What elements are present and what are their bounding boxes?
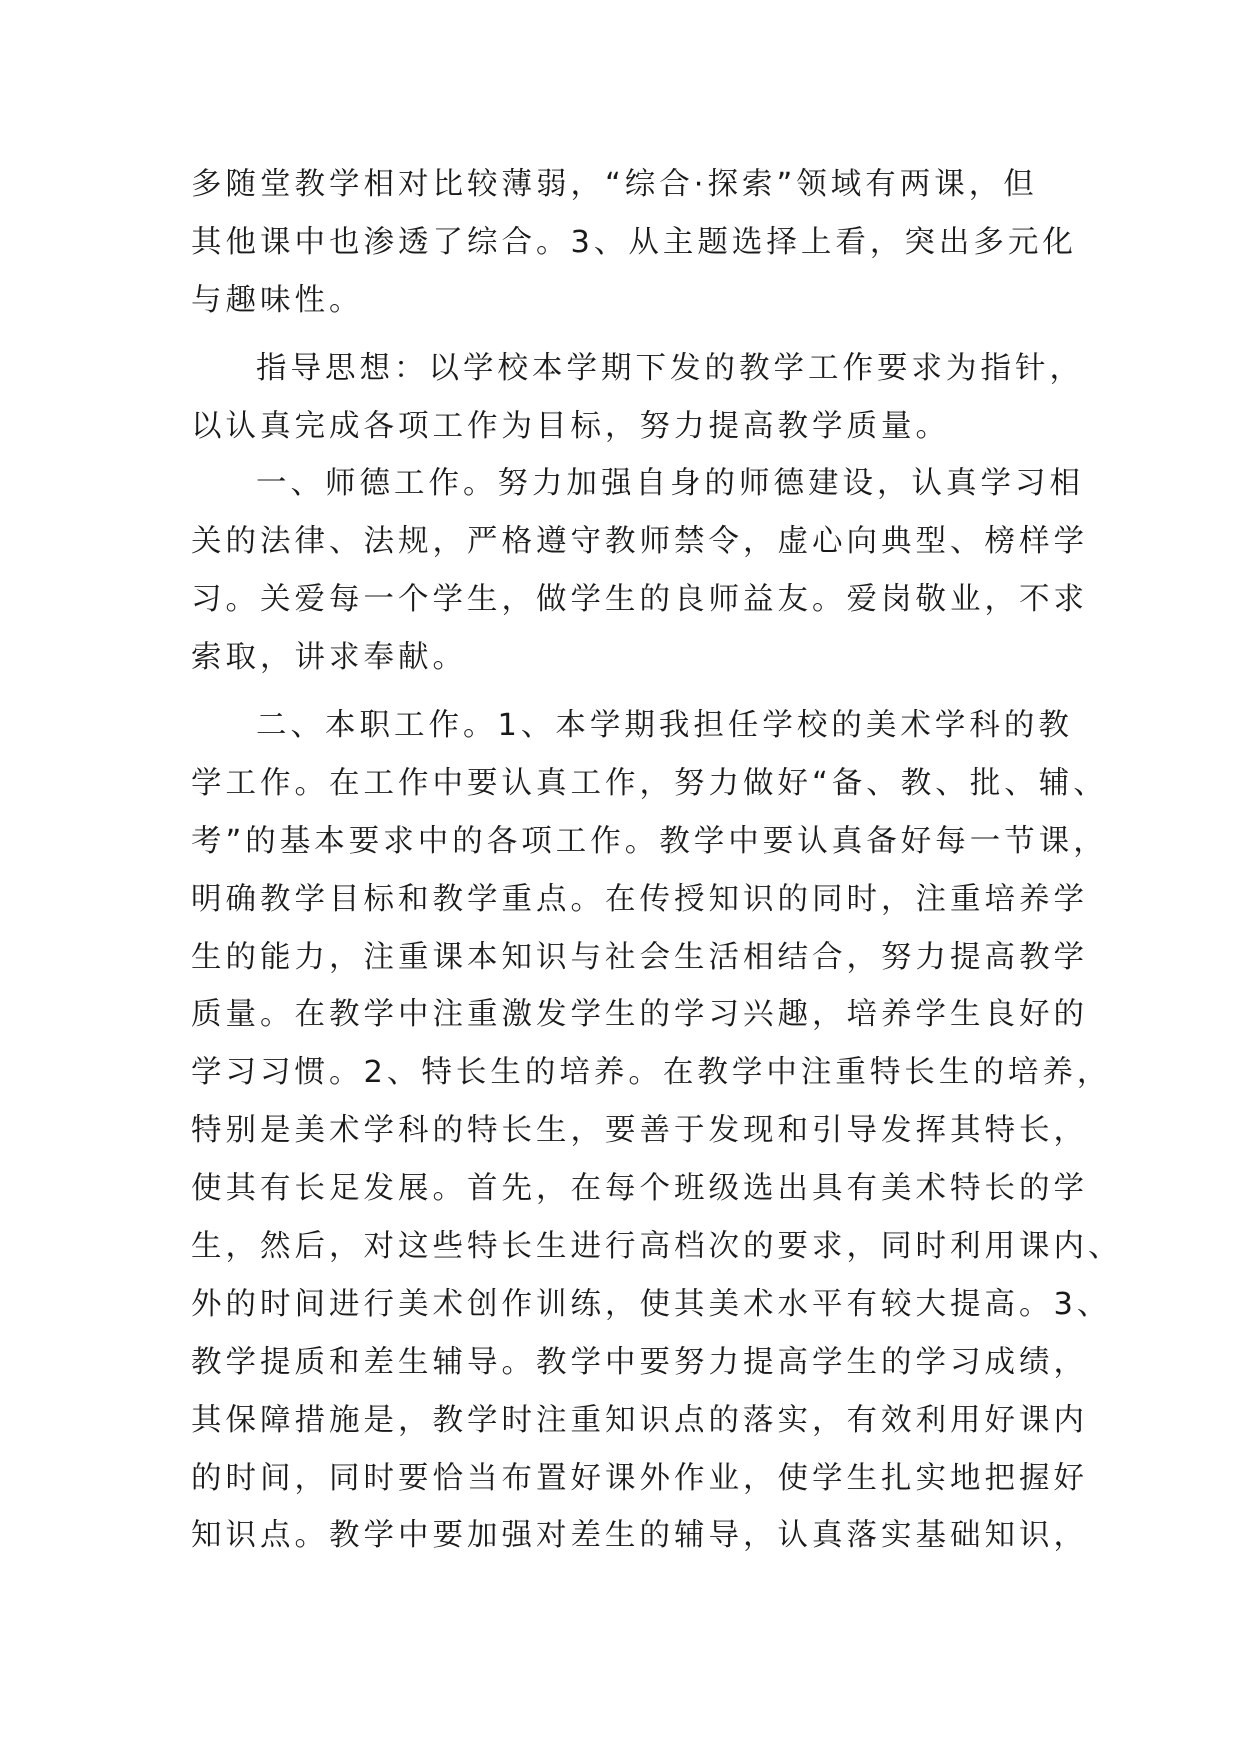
- text-line: 学工作。在工作中要认真工作，努力做好“备、教、批、辅、: [191, 765, 1108, 801]
- text-line: 关的法律、法规，严格遵守教师禁令，虚心向典型、榜样学: [191, 524, 1088, 560]
- text-line: 其他课中也渗透了综合。3、从主题选择上看，突出多元化: [191, 224, 1077, 260]
- text-line: 二、本职工作。1、本学期我担任学校的美术学科的教: [256, 708, 1073, 744]
- text-line: 以认真完成各项工作为目标，努力提高教学质量。: [191, 408, 950, 444]
- text-line: 多随堂教学相对比较薄弱，“综合·探索”领域有两课，但: [191, 167, 1038, 202]
- paragraph-1: [191, 156, 1077, 330]
- paragraph-job-duties: [191, 697, 1123, 1565]
- text-line: 考”的基本要求中的各项工作。教学中要认真备好每一节课，: [191, 823, 1108, 859]
- text-line: 生的能力，注重课本知识与社会生活相结合，努力提高教学: [191, 939, 1088, 975]
- text-line: 知识点。教学中要加强对差生的辅导，认真落实基础知识，: [191, 1518, 1088, 1554]
- text-line: 使其有长足发展。首先，在每个班级选出具有美术特长的学: [191, 1171, 1088, 1207]
- paragraph-teacher-ethics: [191, 455, 1088, 687]
- text-line: 与趣味性。: [191, 282, 364, 318]
- text-line: 的时间，同时要恰当布置好课外作业，使学生扎实地把握好: [191, 1460, 1088, 1496]
- text-line: 指导思想：以学校本学期下发的教学工作要求为指针，: [256, 350, 1084, 386]
- text-line: 生，然后，对这些特长生进行高档次的要求，同时利用课内、: [191, 1229, 1123, 1265]
- text-line: 教学提质和差生辅导。教学中要努力提高学生的学习成绩，: [191, 1344, 1088, 1380]
- text-line: 质量。在教学中注重激发学生的学习兴趣，培养学生良好的: [191, 997, 1088, 1033]
- text-line: 明确教学目标和教学重点。在传授知识的同时，注重培养学: [191, 881, 1088, 917]
- text-line: 学习习惯。2、特长生的培养。在教学中注重特长生的培养，: [191, 1055, 1112, 1091]
- text-line: 特别是美术学科的特长生，要善于发现和引导发挥其特长，: [191, 1113, 1088, 1149]
- text-line: 其保障措施是，教学时注重知识点的落实，有效利用好课内: [191, 1402, 1088, 1438]
- text-line: 外的时间进行美术创作训练，使其美术水平有较大提高。3、: [191, 1286, 1112, 1322]
- paragraph-guiding-ideology: [191, 340, 1084, 456]
- text-line: 习。关爱每一个学生，做学生的良师益友。爱岗敬业，不求: [191, 582, 1088, 618]
- text-line: 索取，讲求奉献。: [191, 640, 467, 676]
- document-body: [191, 156, 1123, 1565]
- text-line: 一、师德工作。努力加强自身的师德建设，认真学习相: [256, 466, 1084, 502]
